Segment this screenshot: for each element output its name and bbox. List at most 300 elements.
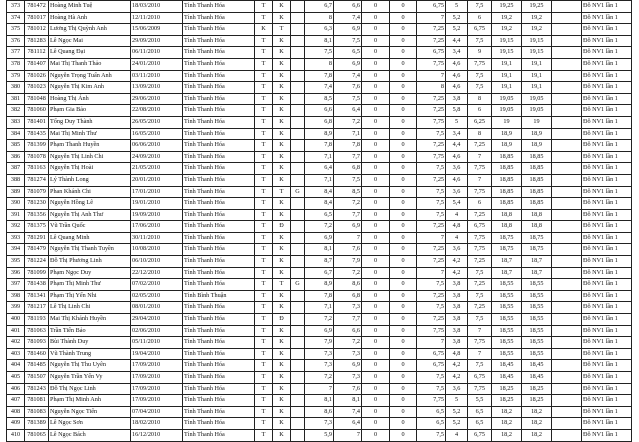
bonus-2-cell: 0 bbox=[390, 93, 417, 105]
birth-place-cell: Tỉnh Thanh Hóa bbox=[183, 209, 255, 221]
birth-place-cell: Tỉnh Thanh Hóa bbox=[183, 418, 255, 430]
note-cell bbox=[552, 279, 582, 291]
total-score-cell: 18,55 bbox=[492, 337, 522, 349]
student-name-cell: Mai Thị Thanh Thảo bbox=[49, 58, 131, 70]
bonus-1-cell: 0 bbox=[362, 128, 390, 140]
birth-date-cell: 16/05/2010 bbox=[131, 128, 183, 140]
stt-cell: 409 bbox=[7, 418, 25, 430]
total-score-cell: 18,85 bbox=[492, 198, 522, 210]
birth-date-cell: 17/09/2010 bbox=[131, 383, 183, 395]
table-row bbox=[7, 186, 632, 198]
score-2-cell: 7,3 bbox=[334, 348, 362, 360]
bonus-1-cell: 0 bbox=[362, 198, 390, 210]
birth-place-cell: Tỉnh Thanh Hóa bbox=[183, 128, 255, 140]
bonus-1-cell: 0 bbox=[362, 12, 390, 24]
sbd-cell: 781163 bbox=[25, 163, 49, 175]
note-cell bbox=[552, 174, 582, 186]
birth-place-cell: Tỉnh Thanh Hóa bbox=[183, 186, 255, 198]
score-1-cell: 7,8 bbox=[305, 140, 334, 152]
final-score-cell: 18,55 bbox=[522, 290, 552, 302]
english-score-cell: 3,8 bbox=[446, 279, 468, 291]
conduct-cell: T bbox=[255, 116, 273, 128]
note-cell bbox=[552, 58, 582, 70]
total-score-cell: 18,85 bbox=[492, 186, 522, 198]
birth-place-cell: Tỉnh Thanh Hóa bbox=[183, 174, 255, 186]
stt-cell: 397 bbox=[7, 279, 25, 291]
literature-score-cell: 7,5 bbox=[417, 209, 446, 221]
table-row bbox=[7, 82, 632, 94]
note-cell bbox=[552, 24, 582, 36]
stt-cell: 399 bbox=[7, 302, 25, 314]
academic-cell: K bbox=[273, 93, 291, 105]
award-cell bbox=[291, 35, 305, 47]
stt-cell: 377 bbox=[7, 47, 25, 59]
academic-cell: K bbox=[273, 383, 291, 395]
birth-date-cell: 19/04/2010 bbox=[131, 348, 183, 360]
math-score-cell: 6,75 bbox=[468, 24, 492, 36]
math-score-cell: 6,5 bbox=[468, 406, 492, 418]
table-row bbox=[7, 290, 632, 302]
score-1-cell: 7,8 bbox=[305, 70, 334, 82]
award-cell bbox=[291, 314, 305, 326]
score-2-cell: 6,8 bbox=[334, 163, 362, 175]
total-score-cell: 19,1 bbox=[492, 58, 522, 70]
student-name-cell: Nguyễn Trần Yến Vy bbox=[49, 372, 131, 384]
award-cell bbox=[291, 337, 305, 349]
score-2-cell: 8,6 bbox=[334, 279, 362, 291]
math-score-cell: 7,5 bbox=[468, 35, 492, 47]
total-score-cell: 19,1 bbox=[492, 82, 522, 94]
sbd-cell: 781083 bbox=[25, 406, 49, 418]
final-score-cell: 19,1 bbox=[522, 82, 552, 94]
bonus-1-cell: 0 bbox=[362, 337, 390, 349]
award-cell bbox=[291, 1, 305, 13]
birth-date-cell: 17/09/2010 bbox=[131, 360, 183, 372]
bonus-2-cell: 0 bbox=[390, 325, 417, 337]
academic-cell: K bbox=[273, 209, 291, 221]
math-score-cell: 7,5 bbox=[468, 267, 492, 279]
student-name-cell: Phạm Thanh Huyền bbox=[49, 140, 131, 152]
bonus-2-cell: 0 bbox=[390, 314, 417, 326]
english-score-cell: 3,4 bbox=[446, 47, 468, 59]
table-row bbox=[7, 383, 632, 395]
english-score-cell: 5 bbox=[446, 116, 468, 128]
math-score-cell: 8 bbox=[468, 128, 492, 140]
birth-date-cell: 16/12/2010 bbox=[131, 429, 183, 441]
score-1-cell: 7,3 bbox=[305, 418, 334, 430]
bonus-1-cell: 0 bbox=[362, 279, 390, 291]
bonus-2-cell: 0 bbox=[390, 395, 417, 407]
conduct-cell: T bbox=[255, 12, 273, 24]
math-score-cell: 7,25 bbox=[468, 209, 492, 221]
birth-place-cell: Tỉnh Thanh Hóa bbox=[183, 256, 255, 268]
table-row bbox=[7, 372, 632, 384]
table-row bbox=[7, 151, 632, 163]
student-name-cell: Nguyễn Thị Thanh Tuyền bbox=[49, 244, 131, 256]
stt-cell: 395 bbox=[7, 256, 25, 268]
birth-date-cell: 20/01/2010 bbox=[131, 174, 183, 186]
total-score-cell: 18,75 bbox=[492, 232, 522, 244]
conduct-cell: T bbox=[255, 383, 273, 395]
final-score-cell: 19,15 bbox=[522, 35, 552, 47]
english-score-cell: 5,8 bbox=[446, 105, 468, 117]
birth-place-cell: Tỉnh Thanh Hóa bbox=[183, 12, 255, 24]
student-name-cell: Phạm Ngọc Duy bbox=[49, 267, 131, 279]
english-score-cell: 4,6 bbox=[446, 174, 468, 186]
total-score-cell: 18,9 bbox=[492, 128, 522, 140]
academic-cell: K bbox=[273, 256, 291, 268]
score-1-cell: 6,7 bbox=[305, 1, 334, 13]
english-score-cell: 4,8 bbox=[446, 221, 468, 233]
birth-date-cell: 21/05/2010 bbox=[131, 163, 183, 175]
final-score-cell: 19,15 bbox=[522, 47, 552, 59]
award-cell bbox=[291, 209, 305, 221]
note-cell bbox=[552, 221, 582, 233]
total-score-cell: 19,05 bbox=[492, 105, 522, 117]
conduct-cell: T bbox=[255, 221, 273, 233]
table-row bbox=[7, 360, 632, 372]
final-score-cell: 18,75 bbox=[522, 244, 552, 256]
conduct-cell: T bbox=[255, 290, 273, 302]
note-cell bbox=[552, 302, 582, 314]
note-cell bbox=[552, 267, 582, 279]
stt-cell: 385 bbox=[7, 140, 25, 152]
academic-cell: K bbox=[273, 395, 291, 407]
literature-score-cell: 7,5 bbox=[417, 198, 446, 210]
final-score-cell: 18,25 bbox=[522, 395, 552, 407]
score-1-cell: 6,9 bbox=[305, 232, 334, 244]
bonus-1-cell: 0 bbox=[362, 140, 390, 152]
sbd-cell: 781079 bbox=[25, 186, 49, 198]
score-2-cell: 6,9 bbox=[334, 58, 362, 70]
birth-place-cell: Tỉnh Thanh Hóa bbox=[183, 279, 255, 291]
math-score-cell: 7,25 bbox=[468, 279, 492, 291]
result-status-cell: Đỗ NV1 lần 1 bbox=[582, 58, 632, 70]
award-cell bbox=[291, 244, 305, 256]
note-cell bbox=[552, 406, 582, 418]
stt-cell: 392 bbox=[7, 221, 25, 233]
note-cell bbox=[552, 128, 582, 140]
sbd-cell: 781026 bbox=[25, 70, 49, 82]
stt-cell: 375 bbox=[7, 24, 25, 36]
student-name-cell: Lê Quang Đại bbox=[49, 47, 131, 59]
admission-results-table bbox=[6, 0, 632, 442]
birth-place-cell: Tỉnh Thanh Hóa bbox=[183, 244, 255, 256]
bonus-1-cell: 0 bbox=[362, 429, 390, 441]
birth-date-cell: 17/01/2010 bbox=[131, 186, 183, 198]
stt-cell: 378 bbox=[7, 58, 25, 70]
stt-cell: 400 bbox=[7, 314, 25, 326]
academic-cell: K bbox=[273, 70, 291, 82]
literature-score-cell: 6,75 bbox=[417, 360, 446, 372]
total-score-cell: 19 bbox=[492, 116, 522, 128]
conduct-cell: T bbox=[255, 348, 273, 360]
conduct-cell: T bbox=[255, 128, 273, 140]
stt-cell: 405 bbox=[7, 372, 25, 384]
bonus-2-cell: 0 bbox=[390, 267, 417, 279]
table-row bbox=[7, 140, 632, 152]
bonus-1-cell: 0 bbox=[362, 232, 390, 244]
stt-cell: 380 bbox=[7, 82, 25, 94]
score-1-cell: 7,1 bbox=[305, 302, 334, 314]
sbd-cell: 781065 bbox=[25, 429, 49, 441]
total-score-cell: 18,85 bbox=[492, 174, 522, 186]
bonus-2-cell: 0 bbox=[390, 35, 417, 47]
birth-date-cell: 06/10/2010 bbox=[131, 256, 183, 268]
conduct-cell: T bbox=[255, 232, 273, 244]
stt-cell: 406 bbox=[7, 383, 25, 395]
sbd-cell: 781193 bbox=[25, 314, 49, 326]
birth-place-cell: Tỉnh Thanh Hóa bbox=[183, 383, 255, 395]
literature-score-cell: 7,5 bbox=[417, 163, 446, 175]
sbd-cell: 781438 bbox=[25, 279, 49, 291]
bonus-1-cell: 0 bbox=[362, 360, 390, 372]
english-score-cell: 3,8 bbox=[446, 325, 468, 337]
award-cell bbox=[291, 174, 305, 186]
final-score-cell: 18,25 bbox=[522, 383, 552, 395]
sbd-cell: 781375 bbox=[25, 221, 49, 233]
bonus-2-cell: 0 bbox=[390, 290, 417, 302]
award-cell bbox=[291, 429, 305, 441]
birth-place-cell: Tỉnh Thanh Hóa bbox=[183, 395, 255, 407]
score-2-cell: 8,1 bbox=[334, 395, 362, 407]
stt-cell: 384 bbox=[7, 128, 25, 140]
student-name-cell: Lê Thị Linh Chi bbox=[49, 302, 131, 314]
english-score-cell: 5,2 bbox=[446, 406, 468, 418]
score-2-cell: 7,4 bbox=[334, 12, 362, 24]
academic-cell: K bbox=[273, 116, 291, 128]
final-score-cell: 18,7 bbox=[522, 267, 552, 279]
final-score-cell: 19,05 bbox=[522, 105, 552, 117]
bonus-2-cell: 0 bbox=[390, 302, 417, 314]
score-2-cell: 7,4 bbox=[334, 70, 362, 82]
birth-date-cell: 19/09/2010 bbox=[131, 209, 183, 221]
bonus-2-cell: 0 bbox=[390, 221, 417, 233]
result-status-cell: Đỗ NV1 lần 1 bbox=[582, 47, 632, 59]
award-cell: G bbox=[291, 279, 305, 291]
birth-place-cell: Tỉnh Thanh Hóa bbox=[183, 1, 255, 13]
note-cell bbox=[552, 186, 582, 198]
conduct-cell: T bbox=[255, 209, 273, 221]
english-score-cell: 3,8 bbox=[446, 314, 468, 326]
birth-place-cell: Tỉnh Thanh Hóa bbox=[183, 140, 255, 152]
award-cell bbox=[291, 163, 305, 175]
birth-date-cell: 18/02/2010 bbox=[131, 418, 183, 430]
total-score-cell: 18,55 bbox=[492, 314, 522, 326]
birth-place-cell: Tỉnh Thanh Hóa bbox=[183, 151, 255, 163]
birth-date-cell: 03/11/2010 bbox=[131, 70, 183, 82]
total-score-cell: 19,2 bbox=[492, 12, 522, 24]
stt-cell: 386 bbox=[7, 151, 25, 163]
award-cell bbox=[291, 151, 305, 163]
stt-cell: 374 bbox=[7, 12, 25, 24]
stt-cell: 379 bbox=[7, 70, 25, 82]
student-name-cell: Phạm Thị Minh Anh bbox=[49, 395, 131, 407]
score-2-cell: 7,3 bbox=[334, 372, 362, 384]
score-1-cell: 7,1 bbox=[305, 174, 334, 186]
birth-date-cell: 30/11/2010 bbox=[131, 232, 183, 244]
score-1-cell: 6,7 bbox=[305, 267, 334, 279]
student-name-cell: Hoàng Minh Tuệ bbox=[49, 1, 131, 13]
english-score-cell: 4,6 bbox=[446, 58, 468, 70]
english-score-cell: 4,4 bbox=[446, 140, 468, 152]
result-status-cell: Đỗ NV1 lần 1 bbox=[582, 279, 632, 291]
result-status-cell: Đỗ NV1 lần 1 bbox=[582, 163, 632, 175]
total-score-cell: 18,55 bbox=[492, 348, 522, 360]
academic-cell: K bbox=[273, 105, 291, 117]
bonus-2-cell: 0 bbox=[390, 256, 417, 268]
academic-cell: K bbox=[273, 35, 291, 47]
math-score-cell: 7 bbox=[468, 151, 492, 163]
bonus-1-cell: 0 bbox=[362, 302, 390, 314]
literature-score-cell: 7,75 bbox=[417, 151, 446, 163]
stt-cell: 382 bbox=[7, 105, 25, 117]
student-name-cell: Đỗ Thị Ngọc Linh bbox=[49, 383, 131, 395]
literature-score-cell: 7,5 bbox=[417, 128, 446, 140]
birth-date-cell: 22/12/2010 bbox=[131, 267, 183, 279]
literature-score-cell: 7,75 bbox=[417, 116, 446, 128]
score-2-cell: 7,7 bbox=[334, 314, 362, 326]
score-2-cell: 7,8 bbox=[334, 140, 362, 152]
score-2-cell: 8,5 bbox=[334, 186, 362, 198]
total-score-cell: 18,85 bbox=[492, 163, 522, 175]
final-score-cell: 19 bbox=[522, 116, 552, 128]
result-status-cell: Đỗ NV1 lần 1 bbox=[582, 70, 632, 82]
birth-place-cell: Tỉnh Thanh Hóa bbox=[183, 232, 255, 244]
note-cell bbox=[552, 151, 582, 163]
result-status-cell: Đỗ NV1 lần 1 bbox=[582, 244, 632, 256]
score-1-cell: 6,8 bbox=[305, 116, 334, 128]
score-2-cell: 7,9 bbox=[334, 256, 362, 268]
birth-place-cell: Tỉnh Thanh Hóa bbox=[183, 372, 255, 384]
conduct-cell: T bbox=[255, 429, 273, 441]
bonus-2-cell: 0 bbox=[390, 337, 417, 349]
note-cell bbox=[552, 395, 582, 407]
english-score-cell: 3,8 bbox=[446, 302, 468, 314]
score-1-cell: 7 bbox=[305, 383, 334, 395]
final-score-cell: 18,85 bbox=[522, 198, 552, 210]
bonus-2-cell: 0 bbox=[390, 58, 417, 70]
birth-place-cell: Tỉnh Thanh Hóa bbox=[183, 314, 255, 326]
result-status-cell: Đỗ NV1 lần 1 bbox=[582, 372, 632, 384]
total-score-cell: 18,55 bbox=[492, 302, 522, 314]
academic-cell: Đ bbox=[273, 221, 291, 233]
note-cell bbox=[552, 429, 582, 441]
sbd-cell: 781093 bbox=[25, 337, 49, 349]
award-cell bbox=[291, 256, 305, 268]
note-cell bbox=[552, 360, 582, 372]
bonus-2-cell: 0 bbox=[390, 186, 417, 198]
result-status-cell: Đỗ NV1 lần 1 bbox=[582, 12, 632, 24]
student-name-cell: Nguyễn Ngọc Tiến bbox=[49, 406, 131, 418]
bonus-2-cell: 0 bbox=[390, 209, 417, 221]
math-score-cell: 7,5 bbox=[468, 360, 492, 372]
result-status-cell: Đỗ NV1 lần 1 bbox=[582, 82, 632, 94]
math-score-cell: 7,75 bbox=[468, 337, 492, 349]
literature-score-cell: 8 bbox=[417, 82, 446, 94]
bonus-1-cell: 0 bbox=[362, 174, 390, 186]
score-2-cell: 7,7 bbox=[334, 151, 362, 163]
literature-score-cell: 6,75 bbox=[417, 47, 446, 59]
total-score-cell: 18,45 bbox=[492, 360, 522, 372]
table-row bbox=[7, 163, 632, 175]
score-1-cell: 6,4 bbox=[305, 163, 334, 175]
literature-score-cell: 7,5 bbox=[417, 372, 446, 384]
bonus-1-cell: 0 bbox=[362, 151, 390, 163]
math-score-cell: 7,75 bbox=[468, 58, 492, 70]
birth-place-cell: Tỉnh Thanh Hóa bbox=[183, 302, 255, 314]
final-score-cell: 18,8 bbox=[522, 221, 552, 233]
final-score-cell: 18,55 bbox=[522, 279, 552, 291]
stt-cell: 398 bbox=[7, 290, 25, 302]
literature-score-cell: 7,25 bbox=[417, 256, 446, 268]
math-score-cell: 9 bbox=[468, 47, 492, 59]
student-name-cell: Hoàng Hà Anh bbox=[49, 12, 131, 24]
total-score-cell: 19,1 bbox=[492, 70, 522, 82]
conduct-cell: T bbox=[255, 267, 273, 279]
bonus-1-cell: 0 bbox=[362, 1, 390, 13]
english-score-cell: 5,4 bbox=[446, 198, 468, 210]
english-score-cell: 3,4 bbox=[446, 128, 468, 140]
bonus-2-cell: 0 bbox=[390, 348, 417, 360]
academic-cell: K bbox=[273, 163, 291, 175]
bonus-2-cell: 0 bbox=[390, 47, 417, 59]
student-name-cell: Đỗ Thị Phương Linh bbox=[49, 256, 131, 268]
score-1-cell: 8,1 bbox=[305, 395, 334, 407]
score-2-cell: 7,2 bbox=[334, 267, 362, 279]
stt-cell: 410 bbox=[7, 429, 25, 441]
birth-date-cell: 18/03/2010 bbox=[131, 1, 183, 13]
birth-place-cell: Tỉnh Thanh Hóa bbox=[183, 348, 255, 360]
academic-cell: K bbox=[273, 360, 291, 372]
score-2-cell: 7 bbox=[334, 232, 362, 244]
final-score-cell: 18,7 bbox=[522, 256, 552, 268]
total-score-cell: 18,55 bbox=[492, 290, 522, 302]
note-cell bbox=[552, 35, 582, 47]
academic-cell: K bbox=[273, 174, 291, 186]
result-status-cell: Đỗ NV1 lần 1 bbox=[582, 256, 632, 268]
table-row bbox=[7, 325, 632, 337]
english-score-cell: 5 bbox=[446, 1, 468, 13]
total-score-cell: 18,2 bbox=[492, 429, 522, 441]
note-cell bbox=[552, 105, 582, 117]
total-score-cell: 19,25 bbox=[492, 1, 522, 13]
birth-date-cell: 17/09/2010 bbox=[131, 372, 183, 384]
birth-place-cell: Tỉnh Thanh Hóa bbox=[183, 93, 255, 105]
result-status-cell: Đỗ NV1 lần 1 bbox=[582, 314, 632, 326]
conduct-cell: T bbox=[255, 151, 273, 163]
award-cell bbox=[291, 395, 305, 407]
result-status-cell: Đỗ NV1 lần 1 bbox=[582, 325, 632, 337]
note-cell bbox=[552, 325, 582, 337]
award-cell bbox=[291, 267, 305, 279]
sbd-cell: 781274 bbox=[25, 174, 49, 186]
bonus-2-cell: 0 bbox=[390, 12, 417, 24]
table-row bbox=[7, 174, 632, 186]
literature-score-cell: 7,25 bbox=[417, 93, 446, 105]
total-score-cell: 18,7 bbox=[492, 256, 522, 268]
final-score-cell: 18,55 bbox=[522, 348, 552, 360]
birth-date-cell: 07/04/2010 bbox=[131, 406, 183, 418]
birth-place-cell: Tỉnh Thanh Hóa bbox=[183, 35, 255, 47]
literature-score-cell: 7,25 bbox=[417, 35, 446, 47]
math-score-cell: 7,75 bbox=[468, 186, 492, 198]
final-score-cell: 19,2 bbox=[522, 12, 552, 24]
bonus-2-cell: 0 bbox=[390, 82, 417, 94]
literature-score-cell: 7,5 bbox=[417, 429, 446, 441]
stt-cell: 407 bbox=[7, 395, 25, 407]
sbd-cell: 781356 bbox=[25, 209, 49, 221]
